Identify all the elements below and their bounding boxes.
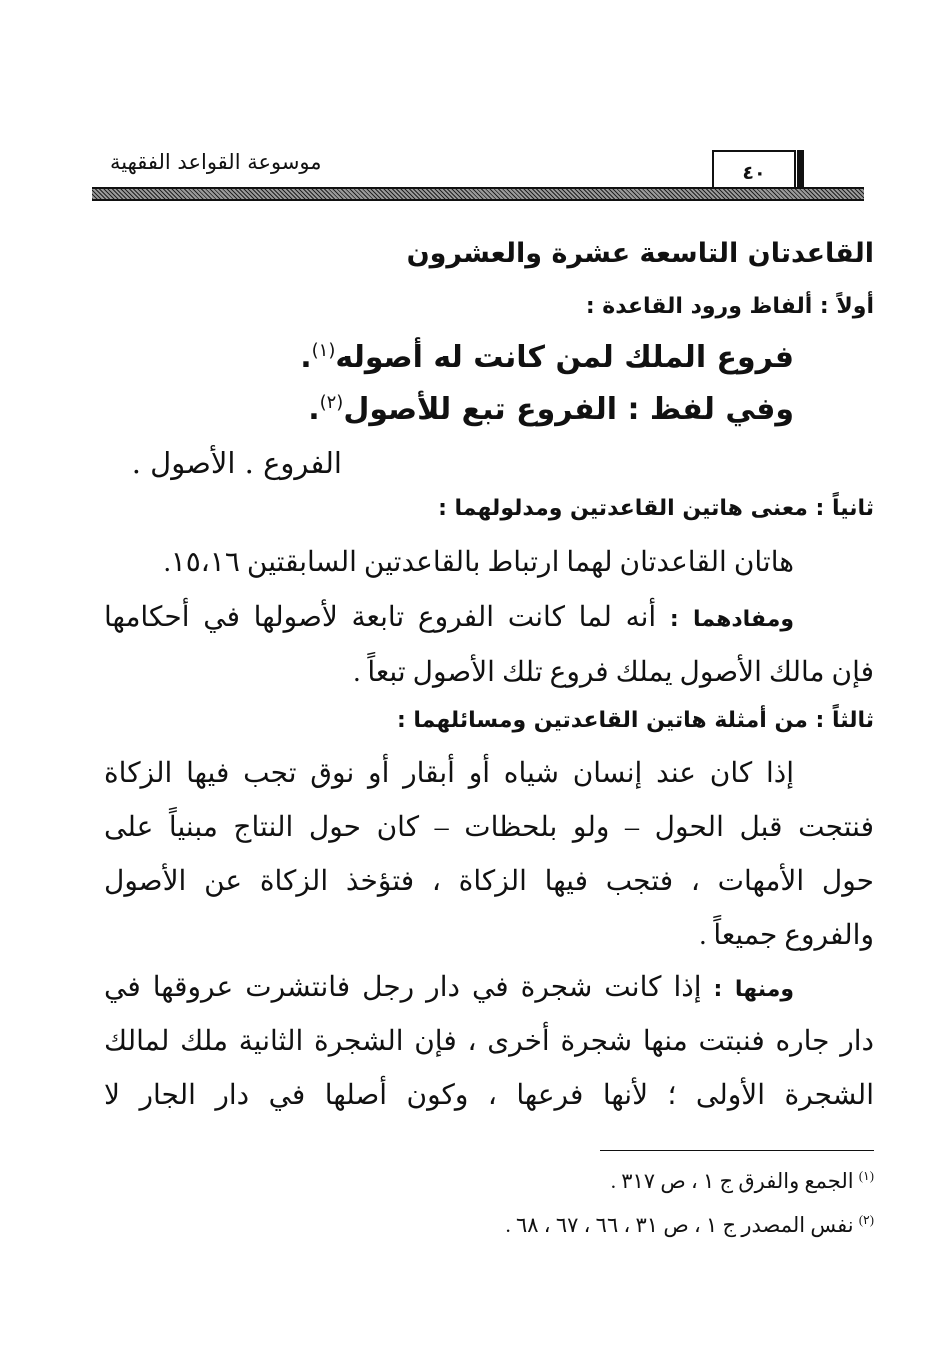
example-2-line-1 [104,970,794,1004]
footnote-separator [600,1150,874,1151]
footnote-2 [505,1212,874,1238]
section3-title: ثالثاً : من أمثلة هاتين القاعدتين ومسائلهما : [396,708,874,733]
section2-line-2 [104,600,794,634]
running-title: موسوعة القواعد الفقهية [110,150,322,174]
rule-1-text: فروع الملك لمن كانت له أصوله [335,340,794,375]
section1-title: أولاً : ألفاظ ورود القاعدة : [585,294,874,319]
example-2-line-2: دار جاره فنبتت منها شجرة أخرى ، فإن الشجرة الثانية ملك لمالك [104,1026,874,1057]
rule-statement-1: فروع الملك لمن كانت له أصوله$^{(١)}$. [300,340,794,375]
header-rule [92,187,864,201]
example-2-line-1-text: إذا كانت شجرة في دار رجل فانتشرت عروقها في [104,972,702,1003]
example-2-line-3: الشجرة الأولى ؛ لأنها فرعها ، وكون أصلها في دار الجار لا [104,1080,874,1111]
section2-lead: ومفادهما : [669,607,795,632]
keywords: الفروع . الأصول . [131,446,342,480]
section2-line-3: فإن مالك الأصول يملك فروع تلك الأصول تبعاً . [353,657,874,688]
section2-line-1: هاتان القاعدتان لهما ارتباط بالقاعدتين السابقتين ١٥،١٦. [163,547,794,578]
footnote-2-text: نفس المصدر ج ١ ، ص ٣١ ، ٦٦ ، ٦٧ ، ٦٨ . [505,1213,854,1237]
example-1-line-1: إذا كان عند إنسان شياه أو أبقار أو نوق تجب فيها الزكاة [104,758,794,789]
page-number: ٤٠ [712,150,796,192]
footnote-2-mark: (٢) [858,1213,874,1227]
example-2-lead: ومنها : [713,977,794,1002]
rule-statement-2: وفي لفظ : الفروع تبع للأصول$^{(٢)}$. [308,392,794,427]
footnote-ref-2[interactable]: (٢) [319,392,344,413]
rule-2-text: وفي لفظ : الفروع تبع للأصول [343,392,794,427]
example-1-line-2: فنتجت قبل الحول – ولو بلحظات – كان حول النتاج مبنياً على [104,812,874,843]
footnote-1 [611,1168,874,1194]
chapter-heading: القاعدتان التاسعة عشرة والعشرون [406,238,874,269]
footnote-ref-1[interactable]: (١) [311,340,336,361]
footnote-1-mark: (١) [858,1169,874,1183]
section2-line-2-text: أنه لما كانت الفروع تابعة لأصولها في أحكامها [104,602,657,633]
footnote-1-text: الجمع والفرق ج ١ ، ص ٣١٧ . [610,1169,854,1193]
section2-title: ثانياً : معنى هاتين القاعدتين ومدلولهما : [438,496,874,521]
example-1-line-3: حول الأمهات ، فتجب فيها الزكاة ، فتؤخذ الزكاة عن الأصول [104,866,874,897]
example-1-line-4: والفروع جميعاً . [699,920,874,951]
